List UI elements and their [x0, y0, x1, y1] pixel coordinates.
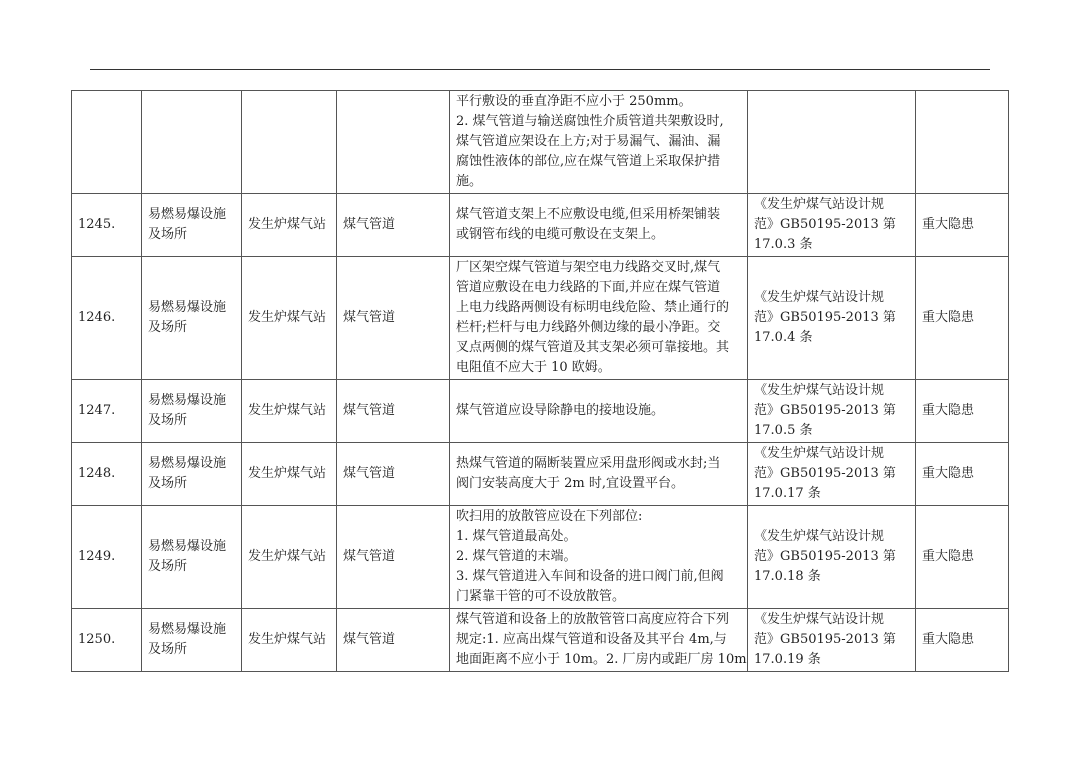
item-cell [337, 91, 450, 194]
cell-line: 《发生炉煤气站设计规 [754, 446, 885, 461]
cell-line: 及场所 [148, 642, 188, 657]
cell-line: 易燃易爆设施 [148, 207, 227, 222]
cell-line: 热煤气管道的隔断装置应采用盘形阀或水封;当 [456, 456, 721, 471]
cell-line: 17.0.5 条 [754, 423, 813, 438]
cell-line: 煤气管道和设备上的放散管管口高度应符合下列 [456, 612, 730, 627]
cell-line: 范》GB50195-2013 第 [754, 632, 896, 647]
hazard-table [71, 90, 1009, 672]
hazard-level-cell: 重大隐患 [916, 443, 1009, 506]
row-number: 1247. [72, 380, 142, 443]
cell-line: 易燃易爆设施 [148, 393, 227, 408]
cell-line: 《发生炉煤气站设计规 [754, 529, 885, 544]
cell-line: 规定:1. 应高出煤气管道和设备及其平台 4m,与 [456, 632, 727, 647]
table-row [72, 380, 1009, 443]
row-number: 1245. [72, 194, 142, 257]
hazard-level-cell: 重大隐患 [916, 257, 1009, 380]
row-number: 1250. [72, 609, 142, 672]
item-cell: 煤气管道 [337, 506, 450, 609]
row-number: 1246. [72, 257, 142, 380]
cell-line: 范》GB50195-2013 第 [754, 466, 896, 481]
cell-line: 门紧靠干管的可不设放散管。 [456, 589, 626, 604]
requirement-cell [450, 380, 748, 443]
hazard-level-cell: 重大隐患 [916, 609, 1009, 672]
table-row [72, 609, 1009, 672]
hazard-level-cell: 重大隐患 [916, 380, 1009, 443]
cell-line: 2. 煤气管道与输送腐蚀性介质管道共架敷设时, [456, 114, 724, 129]
cell-line: 地面距离不应小于 10m。2. 厂房内或距厂房 10m [456, 652, 747, 667]
cell-line: 腐蚀性液体的部位,应在煤气管道上采取保护措 [456, 154, 721, 169]
hazard-level-cell: 重大隐患 [916, 506, 1009, 609]
facility-cell: 发生炉煤气站 [242, 380, 337, 443]
requirement-cell [450, 194, 748, 257]
cell-line: 栏杆;栏杆与电力线路外侧边缘的最小净距。交 [456, 320, 721, 335]
cell-line: 范》GB50195-2013 第 [754, 549, 896, 564]
cell-line: 煤气管道应架设在上方;对于易漏气、漏油、漏 [456, 134, 721, 149]
facility-cell [242, 91, 337, 194]
table-row [72, 443, 1009, 506]
cell-line: 范》GB50195-2013 第 [754, 403, 896, 418]
cell-line: 厂区架空煤气管道与架空电力线路交叉时,煤气 [456, 260, 721, 275]
category-cell [142, 194, 242, 257]
requirement-cell [450, 609, 748, 672]
cell-line: 及场所 [148, 476, 188, 491]
category-cell [142, 91, 242, 194]
row-number [72, 91, 142, 194]
cell-line: 17.0.17 条 [754, 486, 821, 501]
table-row [72, 91, 1009, 194]
cell-line: 吹扫用的放散管应设在下列部位: [456, 509, 643, 524]
cell-line: 及场所 [148, 320, 188, 335]
cell-line: 或钢管布线的电缆可敷设在支架上。 [456, 227, 665, 242]
cell-line: 易燃易爆设施 [148, 539, 227, 554]
hazard-level-cell [916, 91, 1009, 194]
category-cell [142, 380, 242, 443]
facility-cell: 发生炉煤气站 [242, 609, 337, 672]
cell-line: 3. 煤气管道进入车间和设备的进口阀门前,但阀 [456, 569, 724, 584]
table-row [72, 506, 1009, 609]
cell-line: 范》GB50195-2013 第 [754, 217, 896, 232]
cell-line: 及场所 [148, 559, 188, 574]
cell-line: 范》GB50195-2013 第 [754, 310, 896, 325]
cell-line: 《发生炉煤气站设计规 [754, 290, 885, 305]
cell-line: 煤气管道应设导除静电的接地设施。 [456, 403, 665, 418]
cell-line: 上电力线路两侧设有标明电线危险、禁止通行的 [456, 300, 730, 315]
requirement-cell [450, 443, 748, 506]
facility-cell: 发生炉煤气站 [242, 506, 337, 609]
cell-line: 煤气管道支架上不应敷设电缆,但采用桥架铺装 [456, 207, 721, 222]
reference-cell [748, 257, 916, 380]
cell-line: 施。 [456, 174, 483, 189]
item-cell: 煤气管道 [337, 609, 450, 672]
cell-line: 17.0.19 条 [754, 652, 821, 667]
item-cell: 煤气管道 [337, 257, 450, 380]
cell-line: 1. 煤气管道最高处。 [456, 529, 577, 544]
cell-line: 易燃易爆设施 [148, 456, 227, 471]
cell-line: 易燃易爆设施 [148, 622, 227, 637]
row-number: 1248. [72, 443, 142, 506]
cell-line: 及场所 [148, 227, 188, 242]
requirement-cell [450, 257, 748, 380]
reference-cell [748, 380, 916, 443]
category-cell [142, 609, 242, 672]
cell-line: 2. 煤气管道的末端。 [456, 549, 577, 564]
cell-line: 《发生炉煤气站设计规 [754, 197, 885, 212]
cell-line: 电阻值不应大于 10 欧姆。 [456, 360, 611, 375]
cell-line: 《发生炉煤气站设计规 [754, 612, 885, 627]
table-row [72, 194, 1009, 257]
header-rule [90, 69, 990, 70]
cell-line: 及场所 [148, 413, 188, 428]
item-cell: 煤气管道 [337, 380, 450, 443]
reference-cell [748, 443, 916, 506]
reference-cell [748, 194, 916, 257]
requirement-cell [450, 506, 748, 609]
category-cell [142, 506, 242, 609]
category-cell [142, 257, 242, 380]
cell-line: 17.0.3 条 [754, 237, 813, 252]
facility-cell: 发生炉煤气站 [242, 194, 337, 257]
cell-line: 易燃易爆设施 [148, 300, 227, 315]
cell-line: 叉点两侧的煤气管道及其支架必须可靠接地。其 [456, 340, 730, 355]
cell-line: 阀门安装高度大于 2m 时,宜设置平台。 [456, 476, 684, 491]
hazard-level-cell: 重大隐患 [916, 194, 1009, 257]
cell-line: 平行敷设的垂直净距不应小于 250mm。 [456, 94, 692, 109]
cell-line: 《发生炉煤气站设计规 [754, 383, 885, 398]
facility-cell: 发生炉煤气站 [242, 443, 337, 506]
table-row [72, 257, 1009, 380]
cell-line: 17.0.4 条 [754, 330, 813, 345]
reference-cell [748, 609, 916, 672]
facility-cell: 发生炉煤气站 [242, 257, 337, 380]
requirement-cell [450, 91, 748, 194]
table-body [72, 91, 1009, 672]
cell-line: 17.0.18 条 [754, 569, 821, 584]
row-number: 1249. [72, 506, 142, 609]
category-cell [142, 443, 242, 506]
reference-cell [748, 506, 916, 609]
item-cell: 煤气管道 [337, 443, 450, 506]
cell-line: 管道应敷设在电力线路的下面,并应在煤气管道 [456, 280, 721, 295]
reference-cell [748, 91, 916, 194]
item-cell: 煤气管道 [337, 194, 450, 257]
